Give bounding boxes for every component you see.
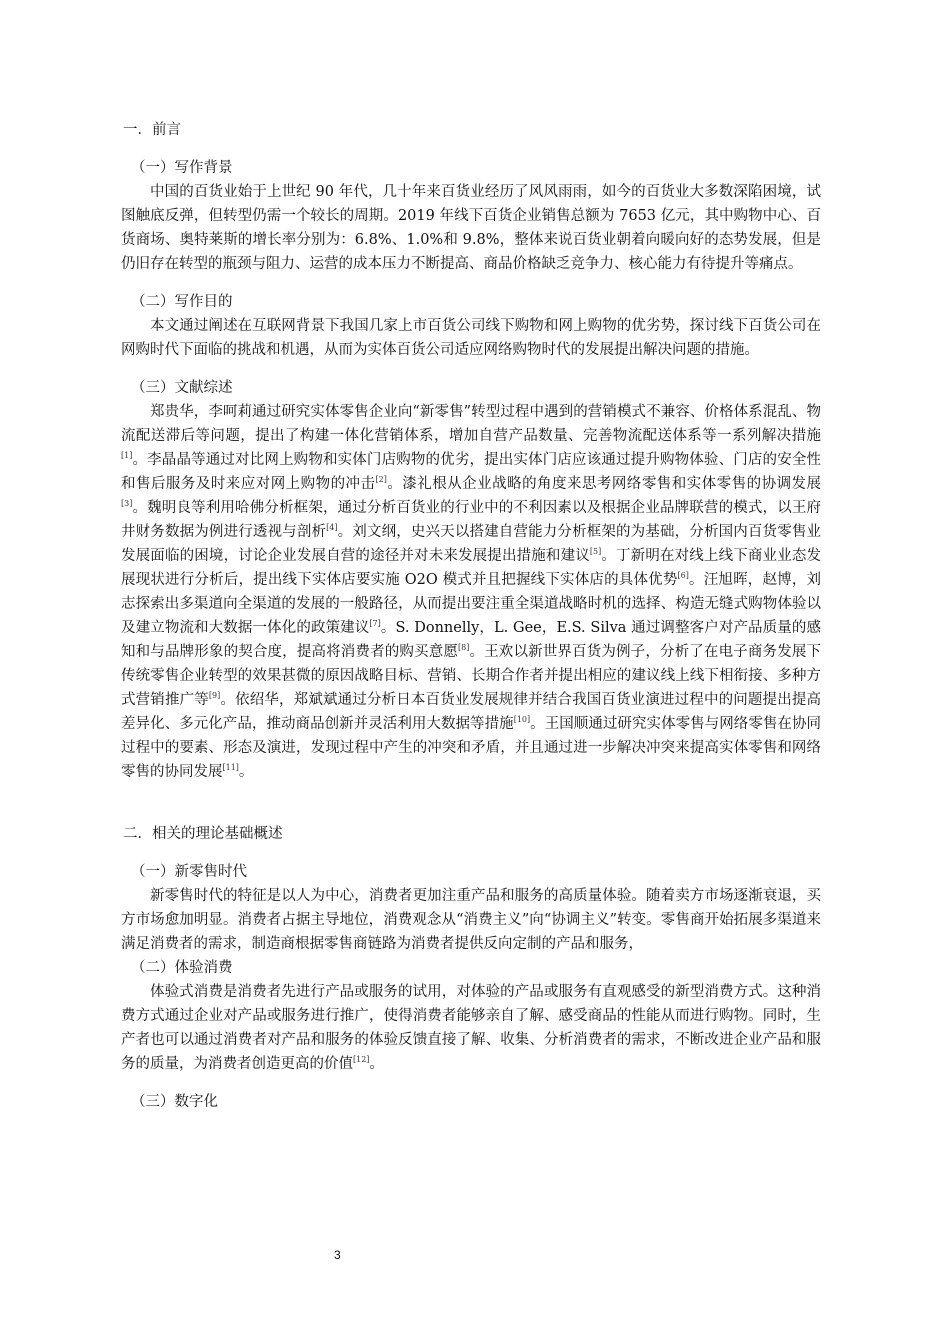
subheading-writing-purpose: （二）写作目的	[131, 294, 233, 310]
citation-ref: [3]	[121, 499, 133, 508]
citation-ref: [12]	[353, 1055, 370, 1064]
experience-text-tail: 。	[369, 1056, 384, 1072]
paragraph-literature-review	[121, 400, 821, 784]
literature-text: 。汪旭晖，赵博，刘志探索出多渠道向全渠道的发展的一般路径，从而提出要注重全渠道战略时机的选择、构造无缝式购物体验以及建立物流和大数据一体化的政策建议	[121, 572, 822, 636]
literature-text: 。魏明良等利用哈佛分析框架，通过分析百货业的行业中的不利因素以及根据企业品牌联营的模式，以王府井财务数据为例进行透视与剖析	[121, 500, 821, 540]
literature-text: 郑贵华，李呵莉通过研究实体零售企业向“新零售”转型过程中遇到的营销模式不兼容、价格体系混乱、物流配送滞后等问题，提出了构建一体化营销体系，增加自营产品数量、完善物流配送体系等一系列解决措施	[121, 404, 821, 444]
literature-text: 。丁新明在对线上线下商业业态发展现状进行分析后，提出线下实体店要实施 O2O 模式并且把握线下实体店的具体优势	[121, 548, 822, 588]
literature-text: 。依绍华，郑斌斌通过分析日本百货业发展规律并结合我国百货业演进过程中的问题提出提高差异化、多元化产品，推动商品创新并灵活利用大数据等措施	[121, 692, 822, 732]
section-heading-intro: 一．前言	[123, 122, 181, 138]
citation-ref: [2]	[375, 475, 387, 484]
citation-ref: [9]	[208, 691, 221, 700]
literature-text: 。	[238, 764, 254, 780]
citation-ref: [7]	[369, 619, 381, 628]
literature-text: 。刘文纲，史兴天以搭建自营能力分析框架的为基础，分析国内百货零售业发展面临的困境，讨论企业发展自营的途径并对未来发展提出措施和建议	[121, 524, 822, 564]
paragraph-writing-purpose: 本文通过阐述在互联网背景下我国几家上市百货公司线下购物和网上购物的优劣势，探讨线下百货公司在网购时代下面临的挑战和机遇，从而为实体百货公司适应网络购物时代的发展提出解决问题的措施。	[121, 318, 821, 358]
literature-text: 。王国顺通过研究实体零售与网络零售在协同过程中的要素、形态及演进，发现过程中产生的冲突和矛盾，并且通过进一步解决冲突来提高实体零售和网络零售的协同发展	[121, 716, 822, 780]
citation-ref: [6]	[677, 571, 689, 580]
literature-text: 。漆礼根从企业战略的角度来思考网络零售和实体零售的协调发展	[386, 476, 822, 492]
subheading-digitalization: （三）数字化	[131, 1094, 218, 1110]
page-number: 3	[334, 1248, 341, 1262]
citation-ref: [4]	[326, 523, 338, 532]
literature-text: 。王欢以新世界百货为例子，分析了在电子商务发展下传统零售企业转型的效果甚微的原因战略目标、营销、长期合作者并提出相应的建议线上线下相衔接、多种方式营销推广等	[121, 644, 821, 708]
paragraph-new-retail: 新零售时代的特征是以人为中心，消费者更加注重产品和服务的高质量体验。随着卖方市场逐渐衰退，买方市场愈加明显。消费者占据主导地位，消费观念从“消费主义”向“协调主义”转变。零售商开始拓展多渠道来满足消费者的需求，制造商根据零售商链路为消费者提供反向定制的产品和服务，	[121, 888, 821, 952]
subheading-new-retail: （一）新零售时代	[131, 864, 247, 880]
section-heading-theory: 二．相关的理论基础概述	[123, 826, 283, 842]
citation-ref: [5]	[589, 547, 602, 556]
citation-ref: [1]	[121, 451, 133, 460]
page-content	[121, 118, 821, 1114]
paragraph-writing-background: 中国的百货业始于上世纪 90 年代，几十年来百货业经历了风风雨雨，如今的百货业大多数深陷困境，试图触底反弹，但转型仍需一个较长的周期。2019 年线下百货企业销售总额为 7653 亿元，其中购物中心、百货商场、奥特莱斯的增长率分别为：6.8%、1.0%和 9.8%，整体来说百货业朝着向暖向好的态势发展，但是仍旧存在转型的瓶颈与阻力、运营的成本压力不断提高、商品价格缺乏竞争力、核心能力有待提升等痛点。	[121, 184, 821, 272]
citation-ref: [8]	[458, 643, 470, 652]
citation-ref: [11]	[222, 763, 239, 772]
subheading-experience-consumption: （二）体验消费	[131, 960, 233, 976]
citation-ref: [10]	[513, 715, 531, 724]
experience-text: 体验式消费是消费者先进行产品或服务的试用，对体验的产品或服务有直观感受的新型消费方式。这种消费方式通过企业对产品或服务进行推广，使得消费者能够亲自了解、感受商品的性能从而进行购物。同时，生产者也可以通过消费者对产品和服务的体验反馈直接了解、收集、分析消费者的需求，不断改进企业产品和服务的质量，为消费者创造更高的价值	[121, 984, 821, 1072]
literature-text: 。李晶晶等通过对比网上购物和实体门店购物的优劣，提出实体门店应该通过提升购物体验、门店的安全性和售后服务及时来应对网上购物的冲击	[121, 452, 821, 492]
subheading-literature-review: （三）文献综述	[131, 380, 233, 396]
subheading-writing-background: （一）写作背景	[131, 160, 233, 176]
literature-text: 。S. Donnelly，L. Gee，E.S. Silva 通过调整客户对产品质量的感知和与品牌形象的契合度，提高将消费者的购买意愿	[121, 620, 821, 660]
paragraph-experience-consumption	[121, 980, 821, 1076]
